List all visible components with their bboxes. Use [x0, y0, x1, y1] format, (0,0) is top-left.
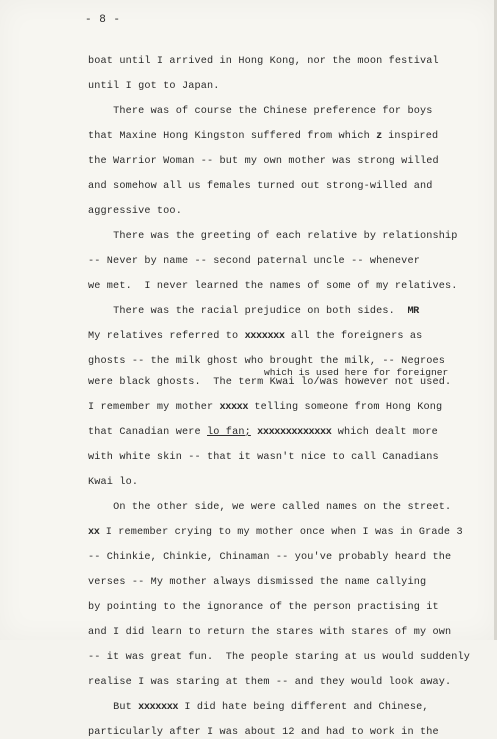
- text-line: by pointing to the ignorance of the person practising it: [88, 602, 439, 613]
- text-line: ghosts -- the milk ghost who brought the milk, -- Negroes: [88, 356, 446, 367]
- page-number: - 8 -: [85, 14, 121, 26]
- text-line: with white skin -- that it wasn't nice to call Canadians: [88, 452, 439, 463]
- struck-out-text: xxxxx: [219, 402, 249, 413]
- text-line: the Warrior Woman -- but my own mother was strong willed: [88, 156, 439, 167]
- text-line: particularly after I was about 12 and had to work in the: [88, 727, 439, 738]
- text-line: boat until I arrived in Hong Kong, nor the moon festival: [88, 56, 439, 67]
- text-line: aggressive too.: [88, 206, 182, 217]
- struck-out-text: xxxxxxx: [244, 331, 285, 342]
- text-line: verses -- My mother always dismissed the name callying: [88, 577, 427, 588]
- struck-out-text: xxxxxxxxxxxxx: [257, 427, 332, 438]
- struck-out-text: xxxxxxx: [138, 702, 179, 713]
- text-line: There was of course the Chinese preference for boys: [113, 106, 433, 117]
- text-line: On the other side, we were called names on the street.: [113, 502, 452, 513]
- text-line: and I did learn to return the stares with stares of my own: [88, 627, 452, 638]
- text-line: until I got to Japan.: [88, 81, 220, 92]
- text-line: that Maxine Hong Kingston suffered from which z inspired: [88, 131, 439, 142]
- struck-out-text: z: [376, 131, 382, 142]
- text-line: My relatives referred to xxxxxxx all the foreigners as: [88, 331, 423, 342]
- text-line: Kwai lo.: [88, 477, 139, 488]
- text-line: xx I remember crying to my mother once when I was in Grade 3: [88, 527, 463, 538]
- text-line: -- Chinkie, Chinkie, Chinaman -- you've probably heard the: [88, 552, 452, 563]
- underlined-term: lo fan;: [207, 427, 251, 438]
- text-line: There was the racial prejudice on both sides. MR: [113, 306, 419, 317]
- text-line: we met. I never learned the names of some of my relatives.: [88, 281, 458, 292]
- text-line: were black ghosts. The term Kwai lo/was however not used.: [88, 377, 452, 388]
- text-line: But xxxxxxx I did hate being different and Chinese,: [113, 702, 429, 713]
- text-line: -- Never by name -- second paternal uncle -- whenever: [88, 256, 420, 267]
- typewritten-text: [88, 56, 488, 739]
- struck-out-text: xx: [88, 527, 100, 538]
- struck-out-text: MR: [407, 306, 419, 317]
- text-line: -- it was great fun. The people staring at us would suddenly: [88, 652, 471, 663]
- text-line: I remember my mother xxxxx telling someone from Hong Kong: [88, 402, 443, 413]
- text-line: and somehow all us females turned out strong-willed and: [88, 181, 433, 192]
- text-line: realise I was staring at them -- and they would look away.: [88, 677, 452, 688]
- text-line: that Canadian were lo fan; xxxxxxxxxxxxx which dealt more: [88, 427, 438, 438]
- text-line: There was the greeting of each relative by relationship: [113, 231, 458, 242]
- interlinear-insertion: which is used here for foreigner: [264, 367, 449, 378]
